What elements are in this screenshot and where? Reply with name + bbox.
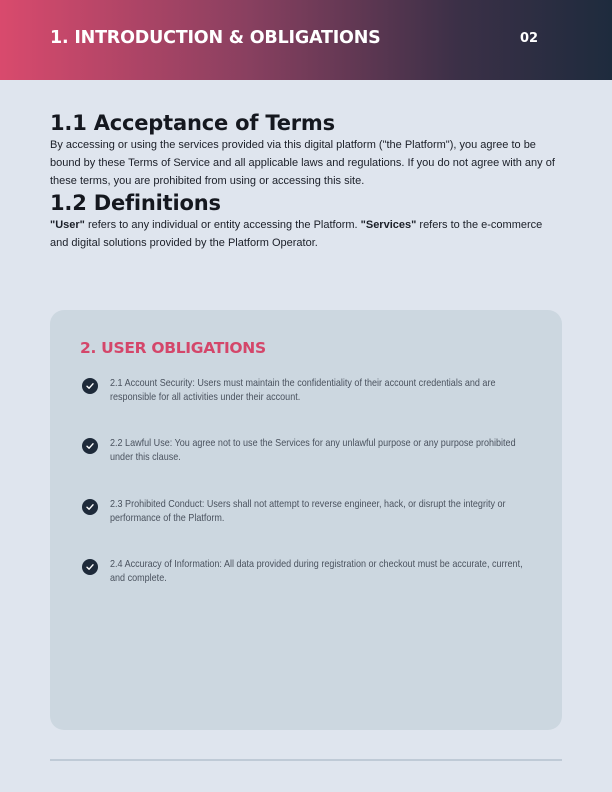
list-item-text: 2.4 Accuracy of Information: All data provided during registration or checkout must be accurate, current, and complete. xyxy=(110,558,523,584)
definition-services: refers to the e-commerce and digital solutions provided by the Platform Operator. xyxy=(50,219,543,249)
card-title: 2. USER OBLIGATIONS xyxy=(80,339,266,357)
check-circle-icon xyxy=(82,499,98,515)
list-item-text: 2.2 Lawful Use: You agree not to use the Services for any unlawful purpose or any purpose prohibited under this clause. xyxy=(110,437,516,463)
section-body: By accessing or using the services provided via this digital platform ("the Platform"), you agree to be bound by these Terms of Service and all applicable laws and regulations. If you do not agree with any of these terms, you are prohibited from using or accessing this site. xyxy=(50,139,555,187)
term-user: "User" xyxy=(50,219,85,231)
section-definitions xyxy=(50,190,562,252)
check-circle-icon xyxy=(82,378,98,394)
list-item-text: 2.1 Account Security: Users must maintain the confidentiality of their account credentials and are responsible for all activities under their account. xyxy=(110,377,496,403)
section-acceptance xyxy=(50,110,562,190)
page-number: 02 xyxy=(520,31,539,46)
definition-user: refers to any individual or entity accessing the Platform. xyxy=(84,219,361,231)
list-item-text: 2.3 Prohibited Conduct: Users shall not attempt to reverse engineer, hack, or disrupt the integrity or performance of the Platform. xyxy=(110,498,506,524)
section-heading: 1.1 Acceptance of Terms xyxy=(50,111,335,135)
obligations-card xyxy=(50,310,562,730)
check-circle-icon xyxy=(82,438,98,454)
footer-divider xyxy=(50,759,562,761)
section-body xyxy=(50,216,562,252)
header-title: 1. INTRODUCTION & OBLIGATIONS xyxy=(50,28,381,48)
section-heading: 1.2 Definitions xyxy=(50,191,221,215)
check-circle-icon xyxy=(82,559,98,575)
term-services: "Services" xyxy=(360,219,417,231)
page-header xyxy=(0,0,612,80)
